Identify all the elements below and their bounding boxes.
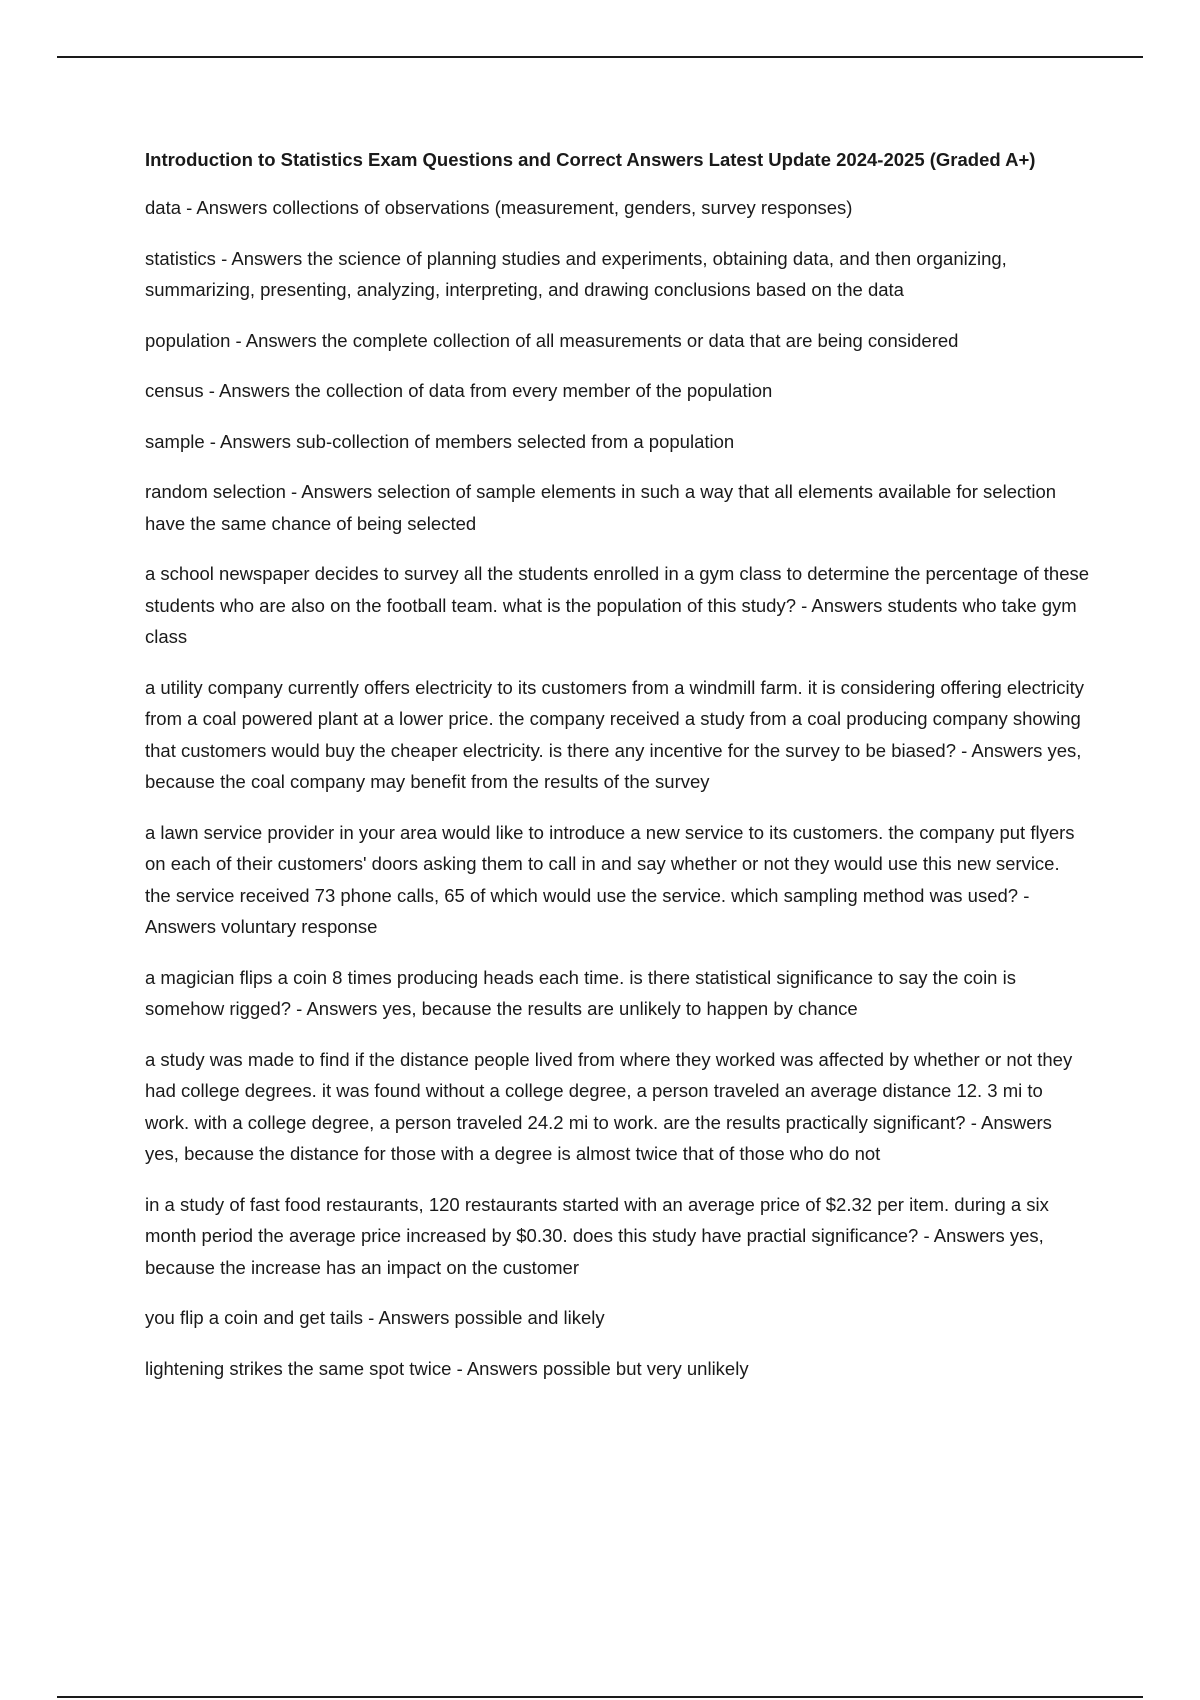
footer-rule (57, 1696, 1143, 1698)
qa-item: sample - Answers sub-collection of members selected from a population (145, 430, 735, 452)
qa-item: a magician flips a coin 8 times producing heads each time. is there statistical significance to say the coin is somehow rigged? - Answers yes, because the results are unlikely to happen by chance (145, 966, 1016, 1019)
qa-item: statistics - Answers the science of planning studies and experiments, obtaining data, and then organizing, summarizing, presenting, analyzing, interpreting, and drawing conclusions based on the data (145, 247, 1007, 300)
qa-item: a utility company currently offers electricity to its customers from a windmill farm. it is considering offering electricity from a coal powered plant at a lower price. the company received a study from a coal producing company showing that customers would buy the cheaper electricity. is there any incentive for the survey to be biased? - Answers yes, because the coal company may benefit from the results of the survey (145, 676, 1085, 792)
qa-item: lightening strikes the same spot twice - Answers possible but very unlikely (145, 1357, 749, 1379)
qa-item: in a study of fast food restaurants, 120 restaurants started with an average price of $2.32 per item. during a six month period the average price increased by $0.30. does this study have practial significance? - Answers yes, because the increase has an impact on the customer (145, 1193, 1049, 1278)
qa-item: random selection - Answers selection of sample elements in such a way that all elements available for selection have the same chance of being selected (145, 481, 1057, 534)
qa-item: population - Answers the complete collection of all measurements or data that are being considered (145, 329, 959, 351)
qa-item: data - Answers collections of observations (measurement, genders, survey responses) (145, 197, 853, 218)
header-rule (57, 56, 1143, 58)
qa-item: census - Answers the collection of data from every member of the population (145, 380, 773, 401)
qa-item: you flip a coin and get tails - Answers possible and likely (145, 1307, 605, 1328)
document-body (145, 145, 1090, 1403)
qa-item: a study was made to find if the distance people lived from where they worked was affected by whether or not they had college degrees. it was found without a college degree, a person traveled an average distance 12. 3 mi to work. with a college degree, a person traveled 24.2 mi to work. are the results practically significant? - Answers yes, because the distance for those with a degree is almost twice that of those who do not (145, 1048, 1073, 1164)
document-title: Introduction to Statistics Exam Questions and Correct Answers Latest Update 2024-2025 (Graded A+) (145, 149, 1036, 170)
qa-item: a school newspaper decides to survey all the students enrolled in a gym class to determine the percentage of these students who are also on the football team. what is the population of this study? - Answers students who take gym class (145, 563, 1090, 647)
qa-item: a lawn service provider in your area would like to introduce a new service to its customers. the company put flyers on each of their customers' doors asking them to call in and say whether or not they would use this new service. the service received 73 phone calls, 65 of which would use the service. which sampling method was used? - Answers voluntary response (145, 821, 1075, 937)
